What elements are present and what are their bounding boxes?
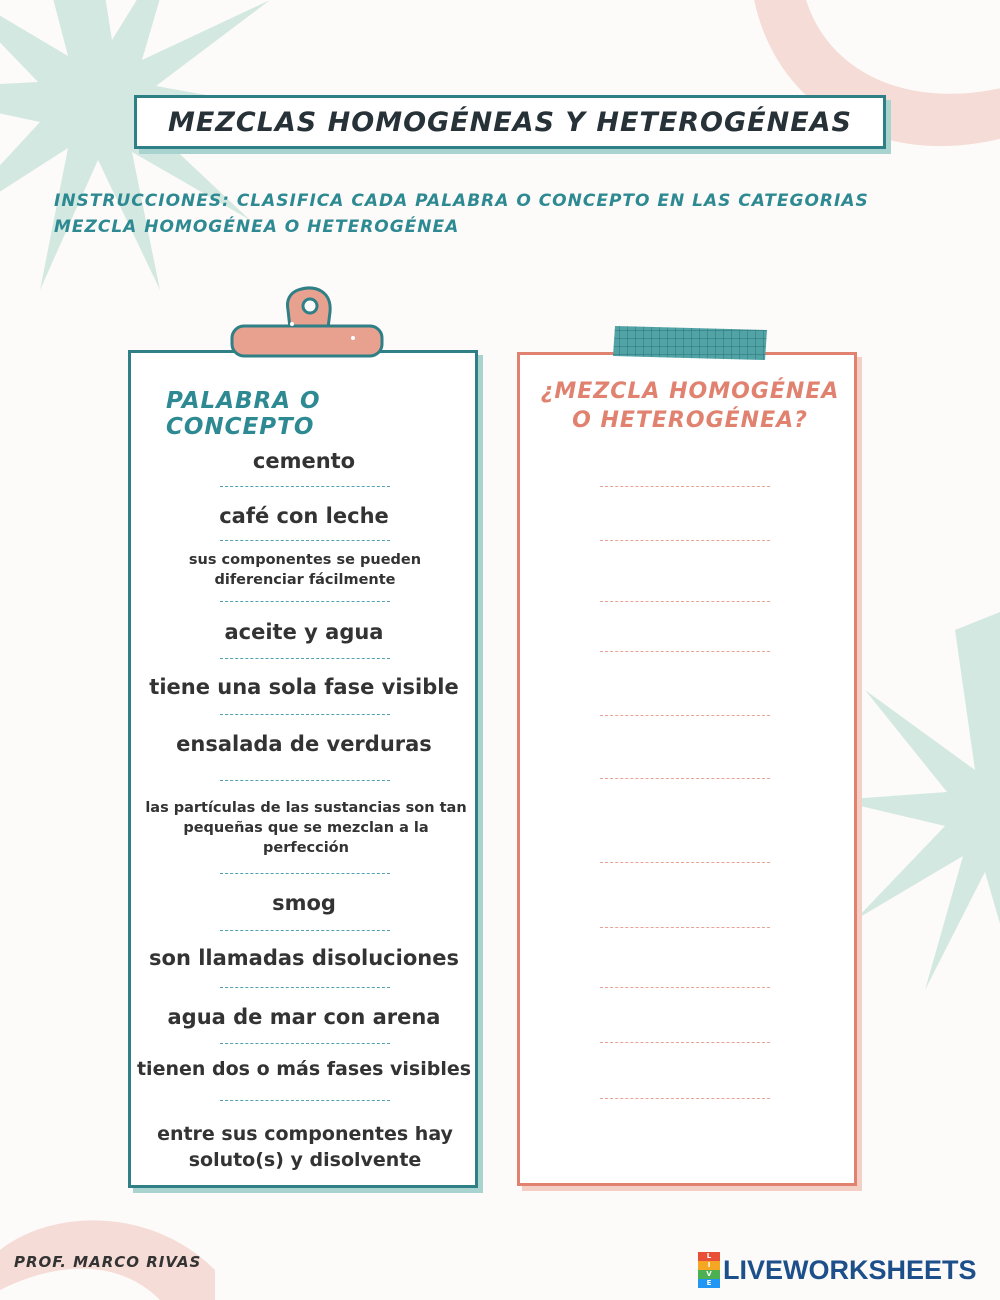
brand-badge-icon bbox=[698, 1252, 720, 1288]
brand-badge-letter: V bbox=[698, 1270, 720, 1279]
divider bbox=[220, 540, 390, 541]
divider bbox=[220, 1043, 390, 1044]
brand-logo[interactable] bbox=[698, 1252, 977, 1288]
concept-item[interactable]: smog bbox=[272, 891, 336, 915]
concept-item[interactable]: ensalada de verduras bbox=[176, 732, 432, 756]
concept-item[interactable]: cemento bbox=[252, 449, 356, 473]
title-box bbox=[134, 95, 886, 149]
instructions-line-2: MEZCLA HOMOGÉNEA O HETEROGÉNEA bbox=[54, 217, 460, 237]
concept-item[interactable]: sus componentes se pueden diferenciar fácilmente bbox=[188, 552, 422, 588]
divider bbox=[220, 873, 390, 874]
brand-badge-letter: I bbox=[698, 1261, 720, 1270]
divider bbox=[220, 486, 390, 487]
concept-item[interactable]: tienen dos o más fases visibles bbox=[136, 1058, 472, 1080]
sunburst-decoration-icon bbox=[0, 0, 300, 310]
answer-slot[interactable] bbox=[600, 927, 770, 928]
washi-tape-icon bbox=[611, 322, 771, 364]
divider bbox=[220, 780, 390, 781]
divider bbox=[220, 1100, 390, 1101]
divider bbox=[220, 987, 390, 988]
answer-slot[interactable] bbox=[600, 486, 770, 487]
binder-clip-icon bbox=[228, 282, 388, 364]
divider bbox=[220, 930, 390, 931]
divider bbox=[220, 658, 390, 659]
concept-item[interactable]: aceite y agua bbox=[224, 620, 384, 644]
answer-slot[interactable] bbox=[600, 1042, 770, 1043]
answer-slot[interactable] bbox=[600, 987, 770, 988]
brand-badge-letter: L bbox=[698, 1252, 720, 1261]
concept-item[interactable]: tiene una sola fase visible bbox=[149, 675, 459, 699]
concept-item[interactable]: entre sus componentes hay soluto(s) y disolvente bbox=[157, 1123, 453, 1171]
sunburst-decoration-icon bbox=[835, 600, 1000, 1020]
answer-card bbox=[517, 352, 857, 1186]
author-credit: PROF. MARCO RIVAS bbox=[14, 1253, 202, 1271]
answer-slot[interactable] bbox=[600, 715, 770, 716]
concept-item[interactable]: son llamadas disoluciones bbox=[149, 946, 459, 970]
answer-heading-line-2: O HETEROGÉNEA? bbox=[572, 408, 808, 433]
instructions bbox=[54, 188, 874, 240]
answer-slot[interactable] bbox=[600, 862, 770, 863]
answer-card-heading bbox=[520, 377, 860, 435]
divider bbox=[220, 714, 390, 715]
concept-card-heading: PALABRA O CONCEPTO bbox=[166, 388, 321, 440]
brand-name: LIVEWORKSHEETS bbox=[723, 1254, 977, 1285]
answer-slot[interactable] bbox=[600, 1098, 770, 1099]
concept-item[interactable]: las partículas de las sustancias son tan pequeñas que se mezclan a la perfección bbox=[145, 800, 467, 856]
concept-item[interactable]: agua de mar con arena bbox=[167, 1005, 441, 1029]
divider bbox=[220, 601, 390, 602]
concept-item[interactable]: café con leche bbox=[219, 504, 389, 528]
page-title: MEZCLAS HOMOGÉNEAS Y HETEROGÉNEAS bbox=[168, 106, 852, 138]
answer-slot[interactable] bbox=[600, 778, 770, 779]
answer-slot[interactable] bbox=[600, 540, 770, 541]
instructions-line-1: INSTRUCCIONES: CLASIFICA CADA PALABRA O CONCEPTO EN LAS CATEGORIAS bbox=[54, 191, 869, 211]
answer-slot[interactable] bbox=[600, 651, 770, 652]
answer-heading-line-1: ¿MEZCLA HOMOGÉNEA bbox=[540, 379, 840, 404]
answer-slot[interactable] bbox=[600, 601, 770, 602]
brand-badge-letter: E bbox=[698, 1279, 720, 1288]
